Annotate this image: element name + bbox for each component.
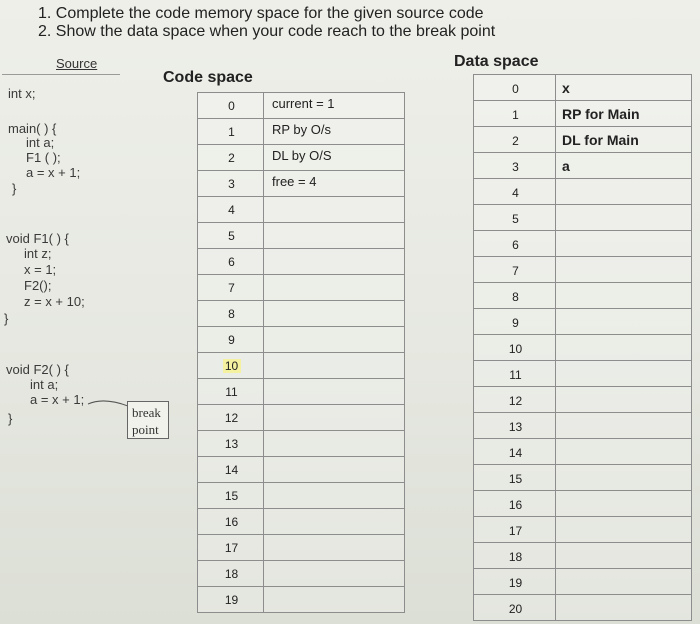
code-space-content-cell[interactable] (263, 456, 405, 483)
code-space-content-cell[interactable] (263, 144, 405, 171)
code-space-address-number: 0 (228, 99, 235, 113)
data-space-address-number: 13 (508, 420, 523, 434)
code-space-content-cell[interactable] (263, 248, 405, 275)
code-space-address-number: 13 (224, 437, 239, 451)
data-space-content-cell[interactable] (555, 126, 692, 153)
data-space-content-cell[interactable] (555, 594, 692, 621)
data-space-content-text: DL for Main (562, 132, 639, 148)
code-space-content-cell[interactable] (263, 404, 405, 431)
code-space-address-cell (197, 118, 264, 145)
data-space-address-cell (473, 568, 556, 595)
code-space-content-cell[interactable] (263, 196, 405, 223)
source-underline-rule (2, 74, 120, 75)
code-space-address-cell (197, 326, 264, 353)
code-space-address-number: 8 (228, 307, 235, 321)
source-line: int a; (26, 135, 55, 150)
source-line: } (4, 311, 9, 326)
code-space-address-cell (197, 404, 264, 431)
data-space-address-cell (473, 438, 556, 465)
source-line: a = x + 1; (26, 165, 81, 180)
code-space-address-cell (197, 534, 264, 561)
code-space-address-number: 2 (228, 151, 235, 165)
code-space-address-number: 16 (224, 515, 239, 529)
data-space-address-number: 9 (512, 316, 519, 330)
data-space-address-number: 15 (508, 472, 523, 486)
data-space-content-cell[interactable] (555, 178, 692, 205)
data-space-address-cell (473, 256, 556, 283)
data-space-address-cell (473, 360, 556, 387)
code-space-content-cell[interactable] (263, 430, 405, 457)
data-space-content-cell[interactable] (555, 386, 692, 413)
data-space-content-cell[interactable] (555, 282, 692, 309)
code-space-heading: Code space (163, 69, 253, 86)
data-space-content-cell[interactable] (555, 204, 692, 231)
code-space-content-cell[interactable] (263, 326, 405, 353)
data-space-content-cell[interactable] (555, 308, 692, 335)
data-space-address-number: 14 (508, 446, 523, 460)
source-line: z = x + 10; (24, 294, 85, 309)
code-space-address-cell (197, 378, 264, 405)
data-space-address-cell (473, 204, 556, 231)
code-space-address-cell (197, 196, 264, 223)
code-space-address-number: 6 (228, 255, 235, 269)
code-space-content-cell[interactable] (263, 300, 405, 327)
data-space-content-cell[interactable] (555, 412, 692, 439)
code-space-address-number: 4 (228, 203, 235, 217)
data-space-address-number: 5 (512, 212, 519, 226)
source-line: x = 1; (24, 262, 57, 277)
code-space-content-cell[interactable] (263, 534, 405, 561)
instruction-2: 2. Show the data space when your code reach to the break point (38, 23, 496, 40)
data-space-address-cell (473, 490, 556, 517)
code-space-address-cell (197, 144, 264, 171)
code-space-content-cell[interactable] (263, 118, 405, 145)
source-heading: Source (56, 56, 98, 71)
data-space-address-cell (473, 126, 556, 153)
code-space-content-cell[interactable] (263, 222, 405, 249)
source-line: main( ) { (8, 121, 57, 136)
data-space-address-number: 10 (508, 342, 523, 356)
data-space-address-number: 4 (512, 186, 519, 200)
code-space-content-cell[interactable] (263, 170, 405, 197)
data-space-content-cell[interactable] (555, 542, 692, 569)
code-space-address-cell (197, 508, 264, 535)
code-space-address-number: 3 (228, 177, 235, 191)
code-space-content-cell[interactable] (263, 560, 405, 587)
data-space-address-cell (473, 100, 556, 127)
data-space-address-cell (473, 594, 556, 621)
data-space-content-cell[interactable] (555, 100, 692, 127)
source-line: int z; (24, 246, 52, 261)
code-space-address-cell (197, 430, 264, 457)
code-space-address-cell (197, 274, 264, 301)
code-space-content-text: free = 4 (272, 174, 317, 189)
data-space-content-cell[interactable] (555, 360, 692, 387)
code-space-content-cell[interactable] (263, 508, 405, 535)
data-space-address-number: 20 (508, 602, 523, 616)
data-space-address-number: 17 (508, 524, 523, 538)
code-space-address-cell (197, 456, 264, 483)
source-line: void F1( ) { (6, 231, 69, 246)
data-space-content-cell[interactable] (555, 568, 692, 595)
break-point-line-2: point (132, 422, 159, 437)
data-space-address-number: 19 (508, 576, 523, 590)
code-space-address-number: 12 (224, 411, 239, 425)
data-space-address-cell (473, 464, 556, 491)
code-space-content-text: DL by O/S (272, 148, 332, 163)
source-line: void F2( ) { (6, 362, 69, 377)
code-space-address-number: 17 (224, 541, 239, 555)
code-space-address-number: 15 (224, 489, 239, 503)
data-space-address-number: 18 (508, 550, 523, 564)
data-space-address-cell (473, 516, 556, 543)
data-space-address-number: 12 (508, 394, 523, 408)
code-space-address-number: 7 (228, 281, 235, 295)
data-space-table (473, 74, 693, 624)
data-space-address-number: 3 (512, 160, 519, 174)
data-space-address-cell (473, 282, 556, 309)
data-space-address-number: 1 (512, 108, 519, 122)
code-space-address-cell (197, 482, 264, 509)
data-space-content-cell[interactable] (555, 74, 692, 101)
code-space-address-number: 1 (228, 125, 235, 139)
source-line: F2(); (24, 278, 52, 293)
code-space-content-cell[interactable] (263, 92, 405, 119)
code-space-address-cell (197, 300, 264, 327)
data-space-address-number: 2 (512, 134, 519, 148)
data-space-heading: Data space (454, 53, 539, 70)
code-space-content-cell[interactable] (263, 352, 405, 379)
instruction-1: 1. Complete the code memory space for the given source code (38, 5, 484, 22)
code-space-address-cell (197, 92, 264, 119)
data-space-address-cell (473, 386, 556, 413)
code-space-content-cell[interactable] (263, 378, 405, 405)
code-space-address-number: 18 (224, 567, 239, 581)
code-space-address-number: 9 (228, 333, 235, 347)
data-space-content-text: x (562, 80, 570, 96)
data-space-address-number: 11 (509, 368, 522, 382)
data-space-address-cell (473, 230, 556, 257)
code-space-address-cell (197, 248, 264, 275)
source-line: F1 ( ); (26, 150, 61, 165)
source-line: } (12, 181, 17, 196)
source-line: int a; (30, 377, 59, 392)
data-space-address-cell (473, 542, 556, 569)
data-space-content-cell[interactable] (555, 516, 692, 543)
source-line: } (8, 411, 13, 426)
break-point-arrow (86, 395, 130, 409)
code-space-address-cell (197, 222, 264, 249)
data-space-content-text: a (562, 158, 570, 174)
data-space-address-cell (473, 74, 556, 101)
code-space-content-text: RP by O/s (272, 122, 332, 137)
code-space-content-cell[interactable] (263, 274, 405, 301)
code-space-address-cell (197, 560, 264, 587)
code-space-address-number: 19 (224, 593, 239, 607)
code-space-address-number: 14 (224, 463, 239, 477)
code-space-content-text: current = 1 (272, 96, 335, 111)
data-space-address-number: 7 (512, 264, 519, 278)
data-space-address-cell (473, 412, 556, 439)
code-space-address-cell (197, 352, 264, 379)
data-space-content-cell[interactable] (555, 256, 692, 283)
data-space-content-text: RP for Main (562, 106, 640, 122)
source-line: int x; (8, 86, 36, 101)
code-space-address-cell (197, 170, 264, 197)
code-space-address-number: 5 (228, 229, 235, 243)
data-space-content-cell[interactable] (555, 464, 692, 491)
code-space-content-cell[interactable] (263, 482, 405, 509)
data-space-address-number: 0 (512, 82, 519, 96)
source-line: a = x + 1; (30, 392, 85, 407)
break-point-label (127, 401, 169, 439)
code-space-address-number: 10 (223, 359, 241, 373)
data-space-address-cell (473, 152, 556, 179)
data-space-address-number: 16 (508, 498, 523, 512)
data-space-address-number: 6 (512, 238, 519, 252)
data-space-address-cell (473, 178, 556, 205)
data-space-content-cell[interactable] (555, 152, 692, 179)
code-space-address-number: 11 (225, 385, 238, 399)
data-space-address-cell (473, 334, 556, 361)
code-space-content-cell[interactable] (263, 586, 405, 613)
data-space-content-cell[interactable] (555, 230, 692, 257)
code-space-address-cell (197, 586, 264, 613)
break-point-line-1: break (132, 405, 161, 420)
data-space-address-cell (473, 308, 556, 335)
data-space-content-cell[interactable] (555, 334, 692, 361)
data-space-address-number: 8 (512, 290, 519, 304)
code-space-table (197, 92, 407, 624)
data-space-content-cell[interactable] (555, 490, 692, 517)
data-space-content-cell[interactable] (555, 438, 692, 465)
